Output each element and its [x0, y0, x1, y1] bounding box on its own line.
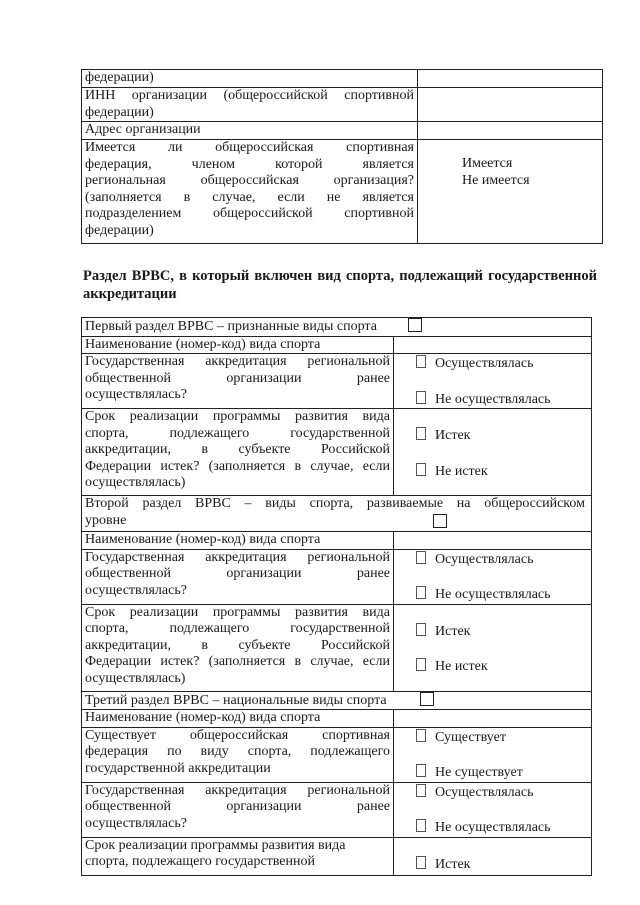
section2-checkbox[interactable] — [433, 514, 447, 528]
section1-program-question: Срок реализации программы развития вида спорта, подлежащего государственной аккредитации, в субъекте Российской Федерации истек? (заполняется в случае, если осуществлялась) — [82, 409, 394, 496]
section1-name-label: Наименование (номер-код) вида спорта — [82, 336, 394, 354]
value-cell[interactable] — [418, 70, 603, 88]
checkbox-icon — [416, 729, 426, 742]
section3-checkbox[interactable] — [420, 692, 434, 706]
option-exists[interactable]: Существует — [416, 729, 588, 747]
option-exists[interactable]: Имеется — [462, 156, 513, 171]
organization-info-table — [81, 69, 603, 244]
checkbox-icon — [416, 623, 426, 636]
section2-program-options — [394, 604, 592, 691]
section1-name-value[interactable] — [394, 336, 592, 354]
checkbox-icon — [416, 463, 426, 476]
section2-program-question: Срок реализации программы развития вида спорта, подлежащего государственной аккредитации, в субъекте Российской Федерации истек? (заполняется в случае, если осуществлялась) — [82, 604, 394, 691]
address-label: Адрес организации — [82, 122, 418, 140]
section2-name-label: Наименование (номер-код) вида спорта — [82, 532, 394, 550]
section1-title-row: Первый раздел ВРВС – признанные виды спорта — [82, 318, 592, 337]
section3-program-question: Срок реализации программы развития вида спорта, подлежащего государственной — [82, 837, 394, 875]
section3-name-label: Наименование (номер-код) вида спорта — [82, 710, 394, 728]
address-value-cell[interactable] — [418, 122, 603, 140]
option-expired[interactable]: Истек — [416, 856, 588, 874]
option-not-exists[interactable]: Не существует — [416, 764, 588, 782]
checkbox-icon — [416, 355, 426, 368]
option-not-expired[interactable]: Не истек — [416, 658, 588, 676]
section3-federation-question: Существует общероссийская спортивная федерация по виду спорта, подлежащего государственной аккредитации — [82, 727, 394, 782]
section1-accreditation-options — [394, 354, 592, 409]
option-expired[interactable]: Истек — [416, 427, 588, 445]
section2-title-row: Второй раздел ВРВС – виды спорта, развиваемые на общероссийском уровне — [82, 496, 592, 532]
checkbox-icon — [416, 391, 426, 404]
option-not-expired[interactable]: Не истек — [416, 463, 588, 481]
checkbox-icon — [416, 551, 426, 564]
option-not-carried-out[interactable]: Не осуществлялась — [416, 391, 588, 409]
section3-program-options — [394, 837, 592, 875]
option-not-carried-out[interactable]: Не осуществлялась — [416, 819, 588, 837]
option-carried-out[interactable]: Осуществлялась — [416, 784, 588, 802]
section2-name-value[interactable] — [394, 532, 592, 550]
section2-accreditation-question: Государственная аккредитация региональной общественной организации ранее осуществлялась? — [82, 549, 394, 604]
sport-sections-table — [81, 317, 592, 876]
section1-accreditation-question: Государственная аккредитация региональной общественной организации ранее осуществлялась? — [82, 354, 394, 409]
checkbox-icon — [416, 658, 426, 671]
section2-accreditation-options — [394, 549, 592, 604]
inn-label: ИНН организации (общероссийской спортивной федерации) — [82, 88, 418, 122]
inn-value-cell[interactable] — [418, 88, 603, 122]
checkbox-icon — [416, 784, 426, 797]
checkbox-icon — [416, 586, 426, 599]
option-expired[interactable]: Истек — [416, 623, 588, 641]
section1-program-options — [394, 409, 592, 496]
row-federation-tail: федерации) — [82, 70, 418, 88]
option-not-carried-out[interactable]: Не осуществлялась — [416, 586, 588, 604]
section3-accreditation-options — [394, 782, 592, 837]
option-not-exists[interactable]: Не имеется — [462, 172, 530, 188]
option-carried-out[interactable]: Осуществлялась — [416, 551, 588, 569]
checkbox-icon — [416, 427, 426, 440]
checkbox-icon — [416, 819, 426, 832]
section3-name-value[interactable] — [394, 710, 592, 728]
federation-options — [418, 140, 603, 244]
section3-accreditation-question: Государственная аккредитация региональной общественной организации ранее осуществлялась? — [82, 782, 394, 837]
section-heading: Раздел ВРВС, в который включен вид спорта, подлежащий государственной аккредитации — [83, 268, 597, 302]
checkbox-icon — [416, 856, 426, 869]
option-carried-out[interactable]: Осуществлялась — [416, 355, 588, 373]
checkbox-icon — [416, 764, 426, 777]
section3-federation-options — [394, 727, 592, 782]
section3-title-row: Третий раздел ВРВС – национальные виды спорта — [82, 691, 592, 710]
federation-question: Имеется ли общероссийская спортивная федерация, членом которой является региональная общероссийская организация? (заполняется в случае, если не является подразделением общероссийской спортивной федерации) — [82, 140, 418, 244]
section1-checkbox[interactable] — [408, 318, 422, 332]
